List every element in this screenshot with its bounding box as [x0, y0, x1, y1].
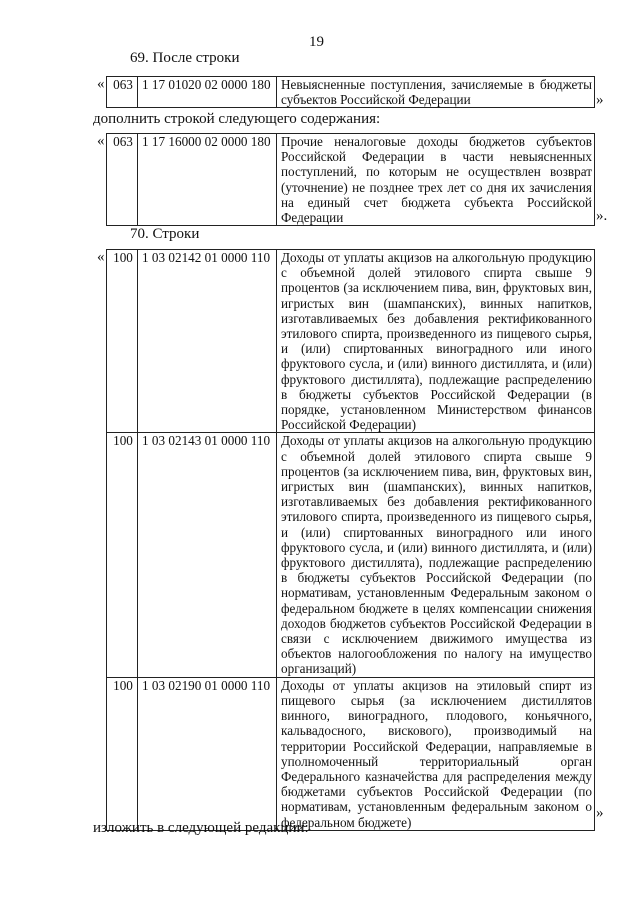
- description-cell: Доходы от уплаты акцизов на алкогольную продукцию с объемной долей этилового спирта свыше 9 процентов (за исключением пива, вин, фруктовых вин, игристых вин (шампанских), винных напитков, изготавливаемых без добавления ректификованного этилового спирта, произведенного из пищевого сырья, и (или) спиртованных виноградного или иного фруктового сусла, и (или) винного дистиллята, и (или) фруктового дистиллята), подлежащие распределению в бюджеты субъектов Российской Федерации (по нормативам, установленным Федеральным законом о федеральном бюджете в целях компенсации снижения доходов бюджетов субъектов Российской Федерации в связи с исключением движимого имущества из объектов налогообложения по налогу на имущество организаций): [277, 433, 595, 677]
- kbk-code-cell: 1 03 02190 01 0000 110: [138, 677, 277, 830]
- table-70: [106, 249, 595, 831]
- description-cell: Доходы от уплаты акцизов на алкогольную продукцию с объемной долей этилового спирта свыше 9 процентов (за исключением пива, вин, фруктовых вин, игристых вин (шампанских), винных напитков, изготавливаемых без добавления ректификованного этилового спирта, произведенного из пищевого сырья, и (или) спиртованных виноградного или иного фруктового сусла, и (или) винного дистиллята, и (или) фруктового дистиллята), подлежащие распределению в бюджеты субъектов Российской Федерации (в порядке, установленном Министерством финансов Российской Федерации): [277, 250, 595, 433]
- kbk-code-cell: 1 17 16000 02 0000 180: [138, 134, 277, 226]
- page-number: 19: [309, 34, 324, 50]
- table-row: [107, 250, 595, 433]
- admin-code-cell: 100: [107, 677, 138, 830]
- table-row: [107, 677, 595, 830]
- table-row: [107, 77, 595, 108]
- open-quote: «: [97, 249, 105, 265]
- description-cell: Невыясненные поступления, зачисляемые в бюджеты субъектов Российской Федерации: [277, 77, 595, 108]
- admin-code-cell: 100: [107, 433, 138, 677]
- description-cell: Прочие неналоговые доходы бюджетов субъектов Российской Федерации в части невыясненных поступлений, по которым не осуществлен возврат (уточнение) не позднее трех лет со дня их зачисления на единый счет бюджета субъекта Российской Федерации: [277, 134, 595, 226]
- table-69-original: [106, 76, 595, 108]
- close-quote: »: [596, 805, 604, 821]
- kbk-code-cell: 1 03 02142 01 0000 110: [138, 250, 277, 433]
- close-quote: »: [596, 92, 604, 108]
- kbk-code-cell: 1 17 01020 02 0000 180: [138, 77, 277, 108]
- open-quote: «: [97, 76, 105, 92]
- section-69-instruction: дополнить строкой следующего содержания:: [93, 111, 381, 127]
- section-69-heading: 69. После строки: [130, 50, 240, 66]
- description-cell: Доходы от уплаты акцизов на этиловый спирт из пищевого сырья (за исключением дистиллятов винного, виноградного, плодового, коньячного, кальвадосного, вискового), производимый на территории Российской Федерации, направляемые в уполномоченный территориальный орган Федерального казначейства для распределения между бюджетами субъектов Российской Федерации (по нормативам, установленным федеральным законом о федеральном бюджете): [277, 677, 595, 830]
- close-quote: ».: [596, 208, 608, 224]
- table-row: [107, 134, 595, 226]
- section-70-heading: 70. Строки: [130, 226, 200, 242]
- table-row: [107, 433, 595, 677]
- admin-code-cell: 063: [107, 77, 138, 108]
- table-69-new: [106, 133, 595, 226]
- section-70-instruction: изложить в следующей редакции:: [93, 820, 309, 836]
- kbk-code-cell: 1 03 02143 01 0000 110: [138, 433, 277, 677]
- open-quote: «: [97, 133, 105, 149]
- admin-code-cell: 100: [107, 250, 138, 433]
- admin-code-cell: 063: [107, 134, 138, 226]
